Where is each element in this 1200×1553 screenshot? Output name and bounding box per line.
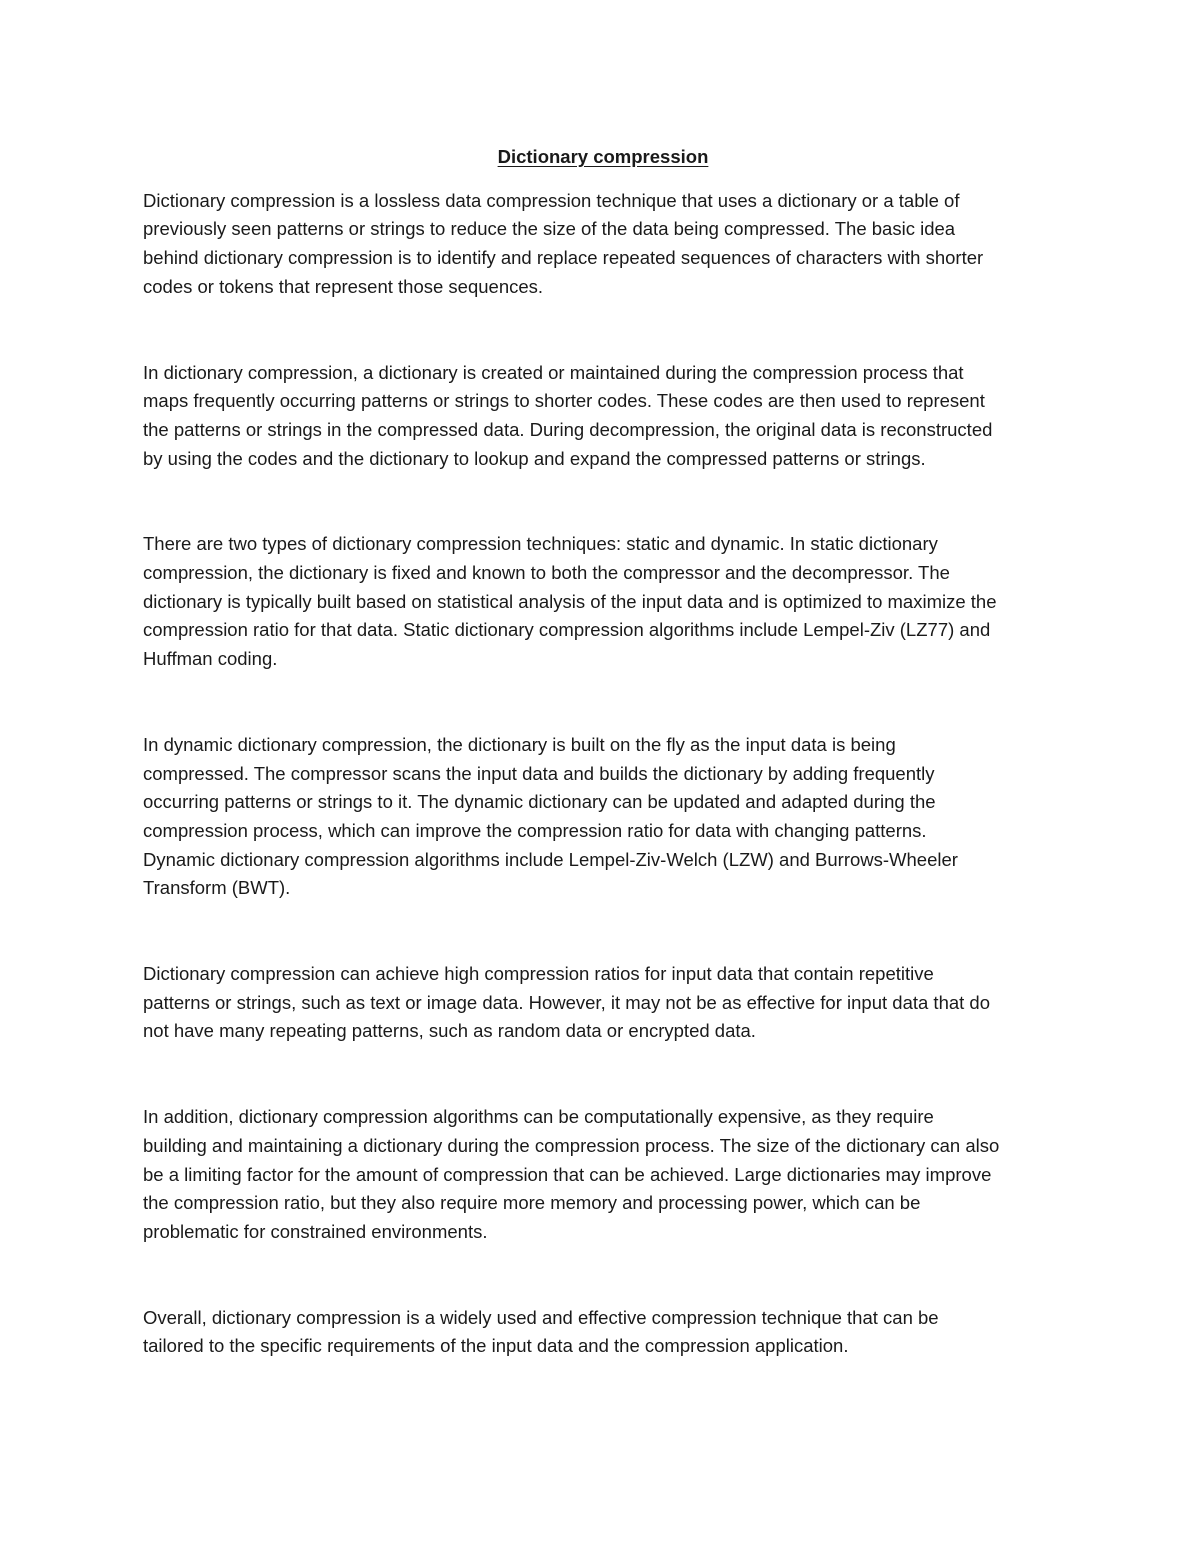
document-title: Dictionary compression [497, 146, 709, 167]
text-line: There are two types of dictionary compression techniques: static and dynamic. In static dictionary [143, 533, 938, 555]
text-line: Overall, dictionary compression is a widely used and effective compression technique that can be [143, 1306, 939, 1328]
paragraph-static [143, 530, 1063, 674]
paragraph-mechanism [143, 359, 1063, 474]
text-line: patterns or strings, such as text or image data. However, it may not be as effective for input data that do [143, 991, 990, 1013]
paragraph-conclusion [143, 1304, 1063, 1361]
paragraph-cost [143, 1103, 1063, 1247]
text-line: dictionary is typically built based on statistical analysis of the input data and is optimized to maximize the [143, 590, 997, 612]
text-line: codes or tokens that represent those sequences. [143, 275, 544, 297]
text-line: compression process, which can improve the compression ratio for data with changing patterns. [143, 819, 927, 841]
text-line: the compression ratio, but they also require more memory and processing power, which can be [143, 1192, 921, 1214]
text-line: compression, the dictionary is fixed and known to both the compressor and the decompressor. The [143, 562, 950, 584]
text-line: the patterns or strings in the compressed data. During decompression, the original data is reconstructed [143, 418, 993, 440]
text-line: previously seen patterns or strings to reduce the size of the data being compressed. The basic idea [143, 218, 956, 240]
text-line: Transform (BWT). [143, 877, 291, 899]
text-line: maps frequently occurring patterns or strings to shorter codes. These codes are then used to represent [143, 390, 985, 412]
text-line: Huffman coding. [143, 648, 278, 670]
text-line: In dynamic dictionary compression, the dictionary is built on the fly as the input data is being [143, 733, 896, 755]
text-line: In addition, dictionary compression algorithms can be computationally expensive, as they require [143, 1106, 934, 1128]
text-line: by using the codes and the dictionary to lookup and expand the compressed patterns or strings. [143, 447, 926, 469]
text-line: Dictionary compression is a lossless data compression technique that uses a dictionary or a table of [143, 189, 960, 211]
text-line: occurring patterns or strings to it. The dynamic dictionary can be updated and adapted during the [143, 791, 936, 813]
paragraph-dynamic [143, 731, 1063, 903]
text-line: In dictionary compression, a dictionary is created or maintained during the compression process that [143, 361, 964, 383]
text-line: Dictionary compression can achieve high compression ratios for input data that contain repetitive [143, 963, 934, 985]
text-line: building and maintaining a dictionary during the compression process. The size of the dictionary can also [143, 1134, 1000, 1156]
text-line: not have many repeating patterns, such as random data or encrypted data. [143, 1020, 756, 1042]
paragraph-effectiveness [143, 960, 1063, 1046]
text-line: compression ratio for that data. Static dictionary compression algorithms include Lempel-Ziv (LZ77) and [143, 619, 991, 641]
text-line: problematic for constrained environments. [143, 1220, 488, 1242]
text-line: be a limiting factor for the amount of compression that can be achieved. Large dictionaries may improve [143, 1163, 992, 1185]
text-line: compressed. The compressor scans the input data and builds the dictionary by adding frequently [143, 762, 935, 784]
text-line: Dynamic dictionary compression algorithms include Lempel-Ziv-Welch (LZW) and Burrows-Wheeler [143, 848, 958, 870]
text-line: behind dictionary compression is to identify and replace repeated sequences of characters with shorter [143, 247, 984, 269]
paragraph-intro [143, 187, 1063, 302]
text-line: tailored to the specific requirements of the input data and the compression application. [143, 1335, 849, 1357]
document-body [143, 143, 1063, 1418]
